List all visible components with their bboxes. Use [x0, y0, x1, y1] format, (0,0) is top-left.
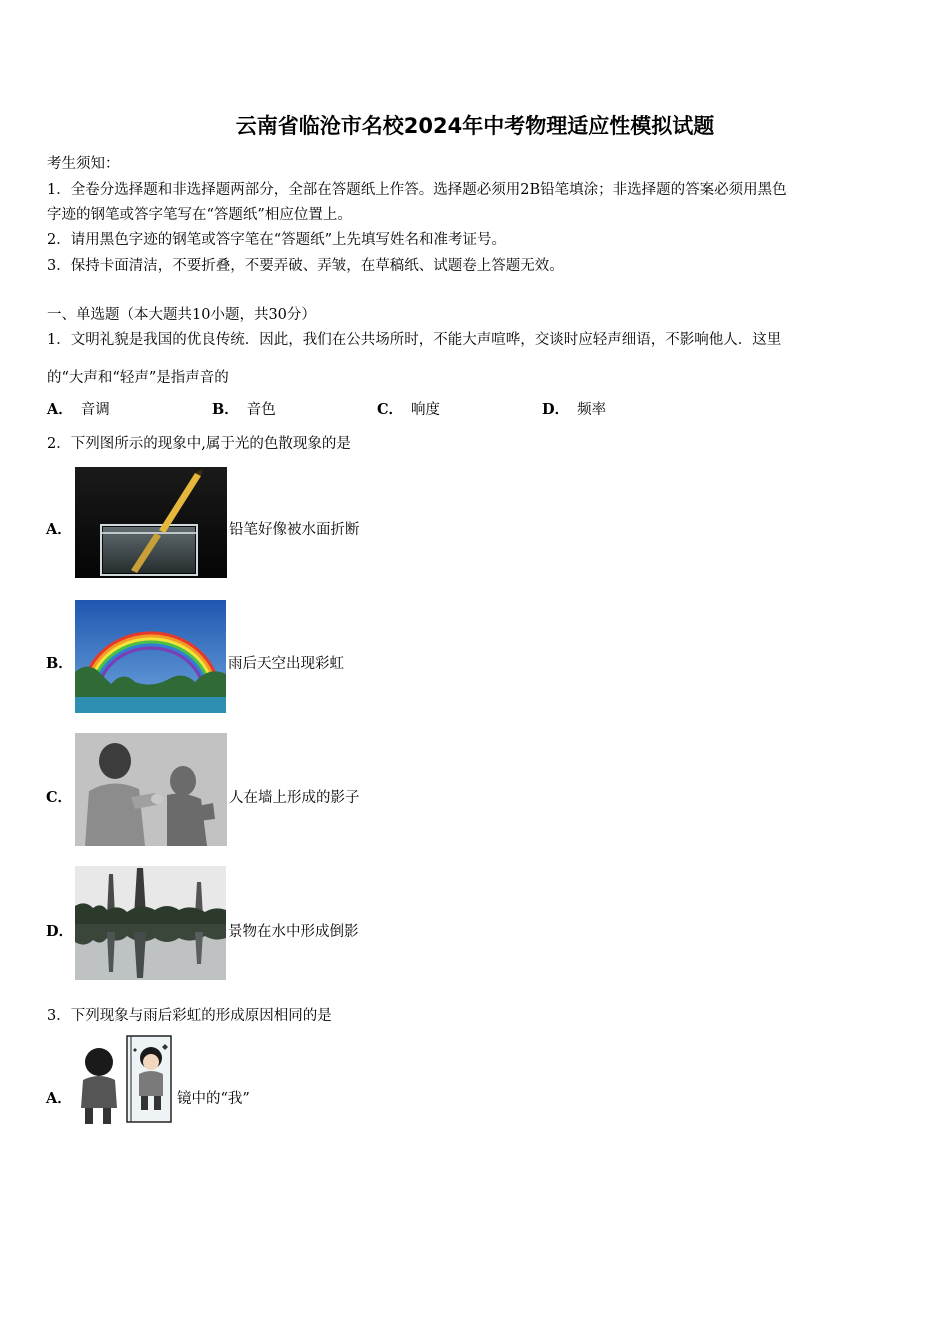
notice-heading: 考生须知： — [47, 156, 120, 172]
option-text: 音色 — [246, 402, 276, 418]
q1-option-d — [542, 398, 606, 419]
q2-d-caption: 景物在水中形成倒影 — [228, 924, 359, 940]
q1-stem-line-1: 1．文明礼貌是我国的优良传统．因此，我们在公共场所时，不能大声喧哗，交谈时应轻声细语，不影响他人．这里 — [47, 332, 782, 348]
q3-stem: 3．下列现象与雨后彩虹的形成原因相同的是 — [47, 1008, 332, 1024]
notice-line-3: 2．请用黑色字迹的钢笔或答字笔在“答题纸”上先填写姓名和准考证号。 — [47, 232, 507, 248]
option-letter: B． — [212, 401, 239, 418]
q2-c-caption: 人在墙上形成的影子 — [229, 790, 360, 806]
exam-title: 云南省临沧市名校2024年中考物理适应性模拟试题 — [235, 114, 715, 138]
option-text: 音调 — [80, 402, 110, 418]
option-letter: D． — [542, 401, 570, 418]
reflection-in-water-image — [75, 866, 226, 980]
q1-option-a — [47, 398, 110, 419]
q2-d-letter: D． — [46, 923, 74, 940]
notice-line-4: 3．保持卡面清洁，不要折叠，不要弄破、弄皱，在草稿纸、试题卷上答题无效。 — [47, 258, 564, 274]
option-letter: A． — [47, 401, 73, 418]
option-text: 响度 — [411, 402, 441, 418]
q2-a-caption: 铅笔好像被水面折断 — [229, 522, 360, 538]
option-letter: C． — [377, 401, 404, 418]
q2-a-letter: A． — [46, 521, 72, 538]
pencil-in-water-image — [75, 467, 227, 578]
q2-b-letter: B． — [46, 655, 73, 672]
q1-stem-line-2: 的“大声和“轻声”是指声音的 — [47, 370, 229, 386]
mirror-boy-image — [75, 1034, 174, 1130]
option-text: 频率 — [577, 402, 607, 418]
q2-c-letter: C． — [46, 789, 73, 806]
rainbow-image — [75, 600, 226, 713]
q3-a-letter: A． — [46, 1090, 72, 1107]
q3-a-caption: 镜中的“我” — [177, 1091, 250, 1107]
q2-b-caption: 雨后天空出现彩虹 — [228, 656, 344, 672]
q1-option-b — [212, 398, 276, 419]
section-heading: 一、单选题（本大题共10小题，共30分） — [47, 307, 316, 323]
q2-stem: 2．下列图所示的现象中,属于光的色散现象的是 — [47, 436, 351, 452]
notice-line-1: 1．全卷分选择题和非选择题两部分，全部在答题纸上作答。选择题必须用2B铅笔填涂；非选择题的答案必须用黑色 — [47, 182, 787, 198]
notice-line-2: 字迹的钢笔或答字笔写在“答题纸”相应位置上。 — [47, 207, 352, 223]
q1-option-c — [377, 398, 440, 419]
shadow-on-wall-image — [75, 733, 227, 846]
